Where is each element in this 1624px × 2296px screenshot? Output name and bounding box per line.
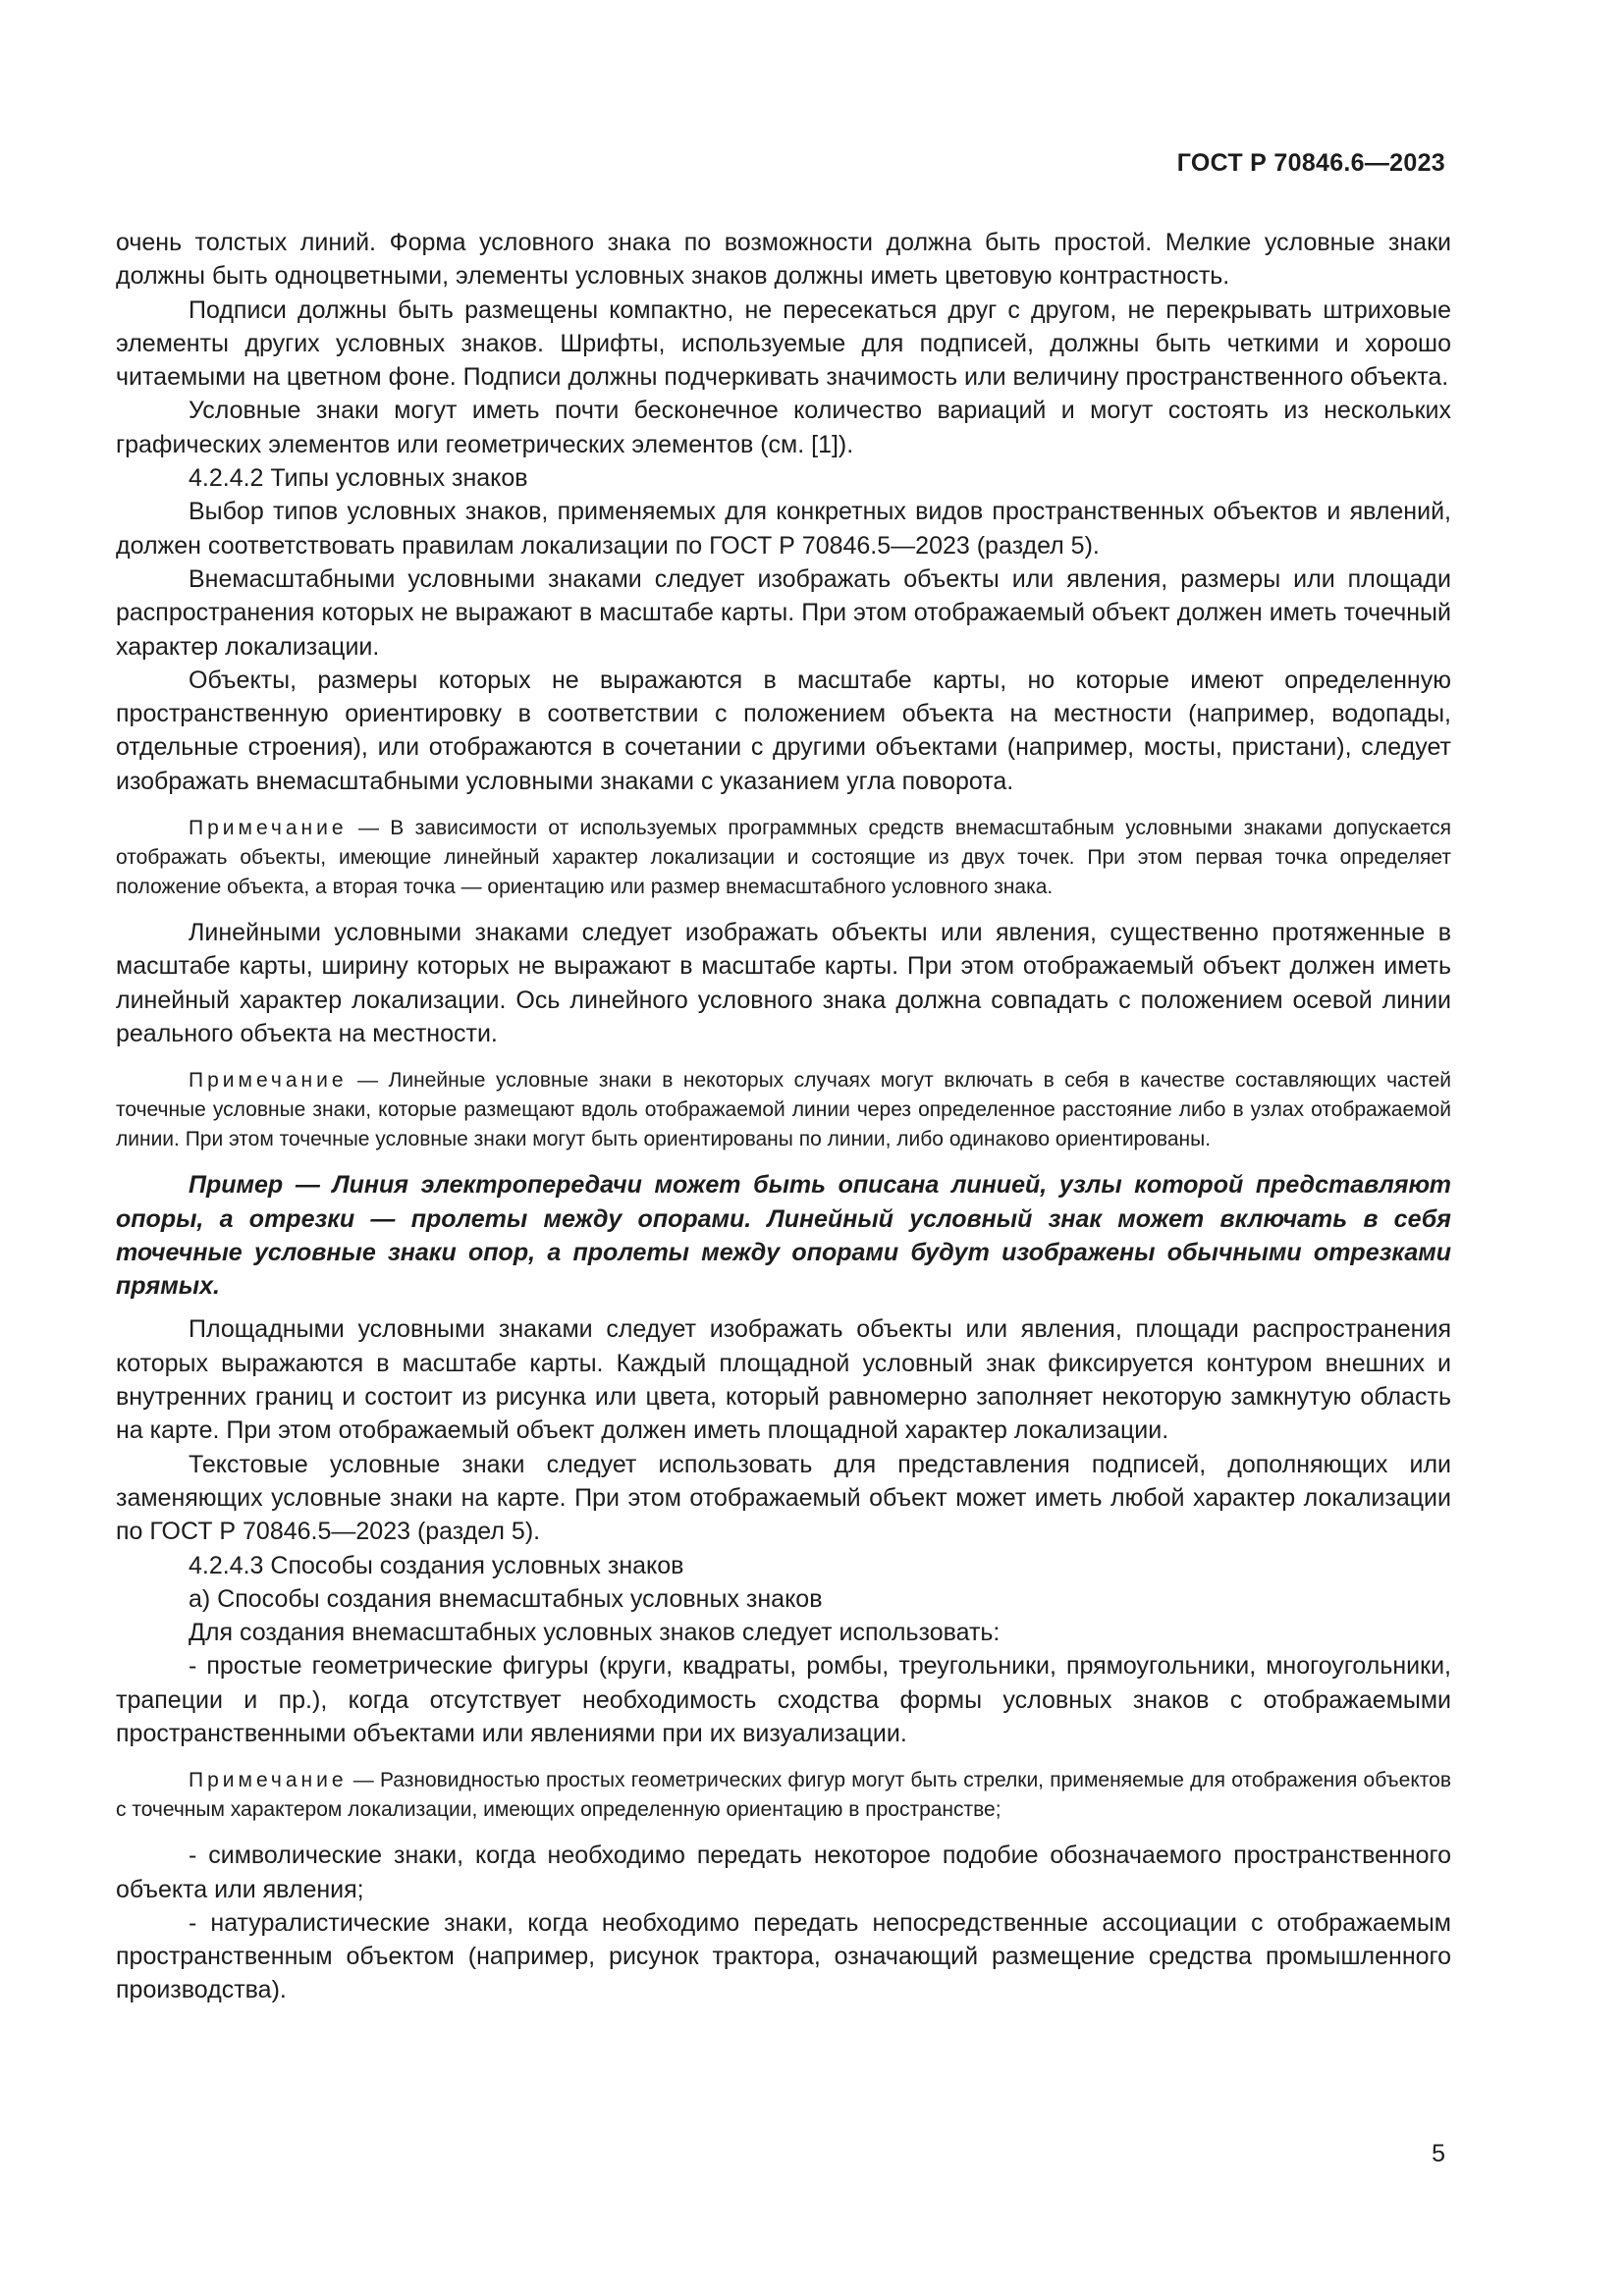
paragraph: Условные знаки могут иметь почти бесконечное количество вариаций и могут состоять из нескольких графических элементов или геометрических элементов (см. [1]). [116, 397, 1451, 458]
section-heading: 4.2.4.3 Способы создания условных знаков [189, 1551, 684, 1579]
paragraph: Внемасштабными условными знаками следует изображать объекты или явления, размеры или площади распространения которых не выражают в масштабе карты. При этом отображаемый объект должен иметь точечный характер локализации. [116, 564, 1451, 661]
section-heading: 4.2.4.2 Типы условных знаков [189, 464, 528, 493]
paragraph: очень толстых линий. Форма условного знака по возможности должна быть простой. Мелкие условные знаки должны быть одноцветными, элементы условных знаков должны иметь цветовую контрастность. [116, 229, 1451, 291]
note-label: Примечание [189, 817, 348, 840]
paragraph: Текстовые условные знаки следует использовать для представления подписей, дополняющих или заменяющих условные знаки на карте. При этом отображаемый объект может иметь любой характер локализации по ГОСТ Р 70846.5—2023 (раздел 5). [116, 1450, 1451, 1546]
note-text: — Разновидностью простых геометрических фигур могут быть стрелки, применяемые для отображения объектов с точечным характером локализации, имеющих определенную ориентацию в пространстве; [116, 1769, 1451, 1822]
note-label: Примечание [189, 1069, 348, 1093]
note-label: Примечание [189, 1769, 348, 1792]
paragraph: Площадными условными знаками следует изображать объекты или явления, площади распространения которых выражаются в масштабе карты. Каждый площадной условный знак фиксируется контуром внешних и внутренних границ и состоит из рисунка или цвета, который равномерно заполняет некоторую замкнутую область на карте. При этом отображаемый объект должен иметь площадной характер локализации. [116, 1315, 1451, 1445]
paragraph: Подписи должны быть размещены компактно, не пересекаться друг с другом, не перекрывать штриховые элементы других условных знаков. Шрифты, используемые для подписей, должны быть четкими и хорошо читаемыми на цветном фоне. Подписи должны подчеркивать значимость или величину пространственного объекта. [116, 295, 1451, 392]
list-item: - простые геометрические фигуры (круги, квадраты, ромбы, треугольники, прямоугольники, многоугольники, трапеции и пр.), когда отсутствует необходимость сходства формы условных знаков с отображаемыми пространственными объектами или явлениями при их визуализации. [116, 1652, 1451, 1747]
document-header: ГОСТ Р 70846.6—2023 [1176, 149, 1445, 177]
paragraph: Объекты, размеры которых не выражаются в масштабе карты, но которые имеют определенную пространственную ориентировку в соответствии с положением объекта на местности (например, водопады, отдельные строения), или отображаются в сочетании с другими объектами (например, мосты, пристани), следует изображать внемасштабными условными знаками с указанием угла поворота. [116, 666, 1451, 795]
note [116, 814, 1451, 902]
example-block: Пример — Линия электропередачи может быть описана линией, узлы которой представляют опоры, а отрезки — пролеты между опорами. Линейный условный знак может включать в себя точечные условные знаки опор, а пролеты между опорами будут изображены обычными отрезками прямых. [116, 1171, 1451, 1301]
note [116, 1766, 1451, 1825]
paragraph: Выбор типов условных знаков, применяемых для конкретных видов пространственных объектов и явлений, должен соответствовать правилам локализации по ГОСТ Р 70846.5—2023 (раздел 5). [116, 498, 1451, 560]
note [116, 1066, 1451, 1154]
page-number: 5 [1432, 2140, 1445, 2167]
note-text: — Линейные условные знаки в некоторых случаях могут включать в себя в качестве составляющих частей точечные условные знаки, которые размещают вдоль отображаемой линии через определенное расстояние либо в узлах отображаемой линии. При этом точечные условные знаки могут быть ориентированы по линии, либо одинаково ориентированы. [116, 1069, 1451, 1151]
note-text: — В зависимости от используемых программных средств внемасштабным условными знаками допускается отображать объекты, имеющие линейный характер локализации и состоящие из двух точек. При этом первая точка определяет положение объекта, а вторая точка — ориентацию или размер внемасштабного условного знака. [116, 817, 1452, 899]
paragraph: Линейными условными знаками следует изображать объекты или явления, существенно протяженные в масштабе карты, ширину которых не выражают в масштабе карты. При этом отображаемый объект должен иметь линейный характер локализации. Ось линейного условного знака должна совпадать с положением осевой линии реального объекта на местности. [116, 919, 1451, 1047]
paragraph: Для создания внемасштабных условных знаков следует использовать: [189, 1619, 1001, 1647]
subsection-heading: а) Способы создания внемасштабных условных знаков [189, 1584, 823, 1613]
list-item: - символические знаки, когда необходимо передать некоторое подобие обозначаемого пространственного объекта или явления; [116, 1842, 1451, 1903]
document-body [116, 226, 1451, 2007]
list-item: - натуралистические знаки, когда необходимо передать непосредственные ассоциации с отображаемым пространственным объектом (например, рисунок трактора, означающий размещение средства промышленного производства). [116, 1908, 1451, 2004]
